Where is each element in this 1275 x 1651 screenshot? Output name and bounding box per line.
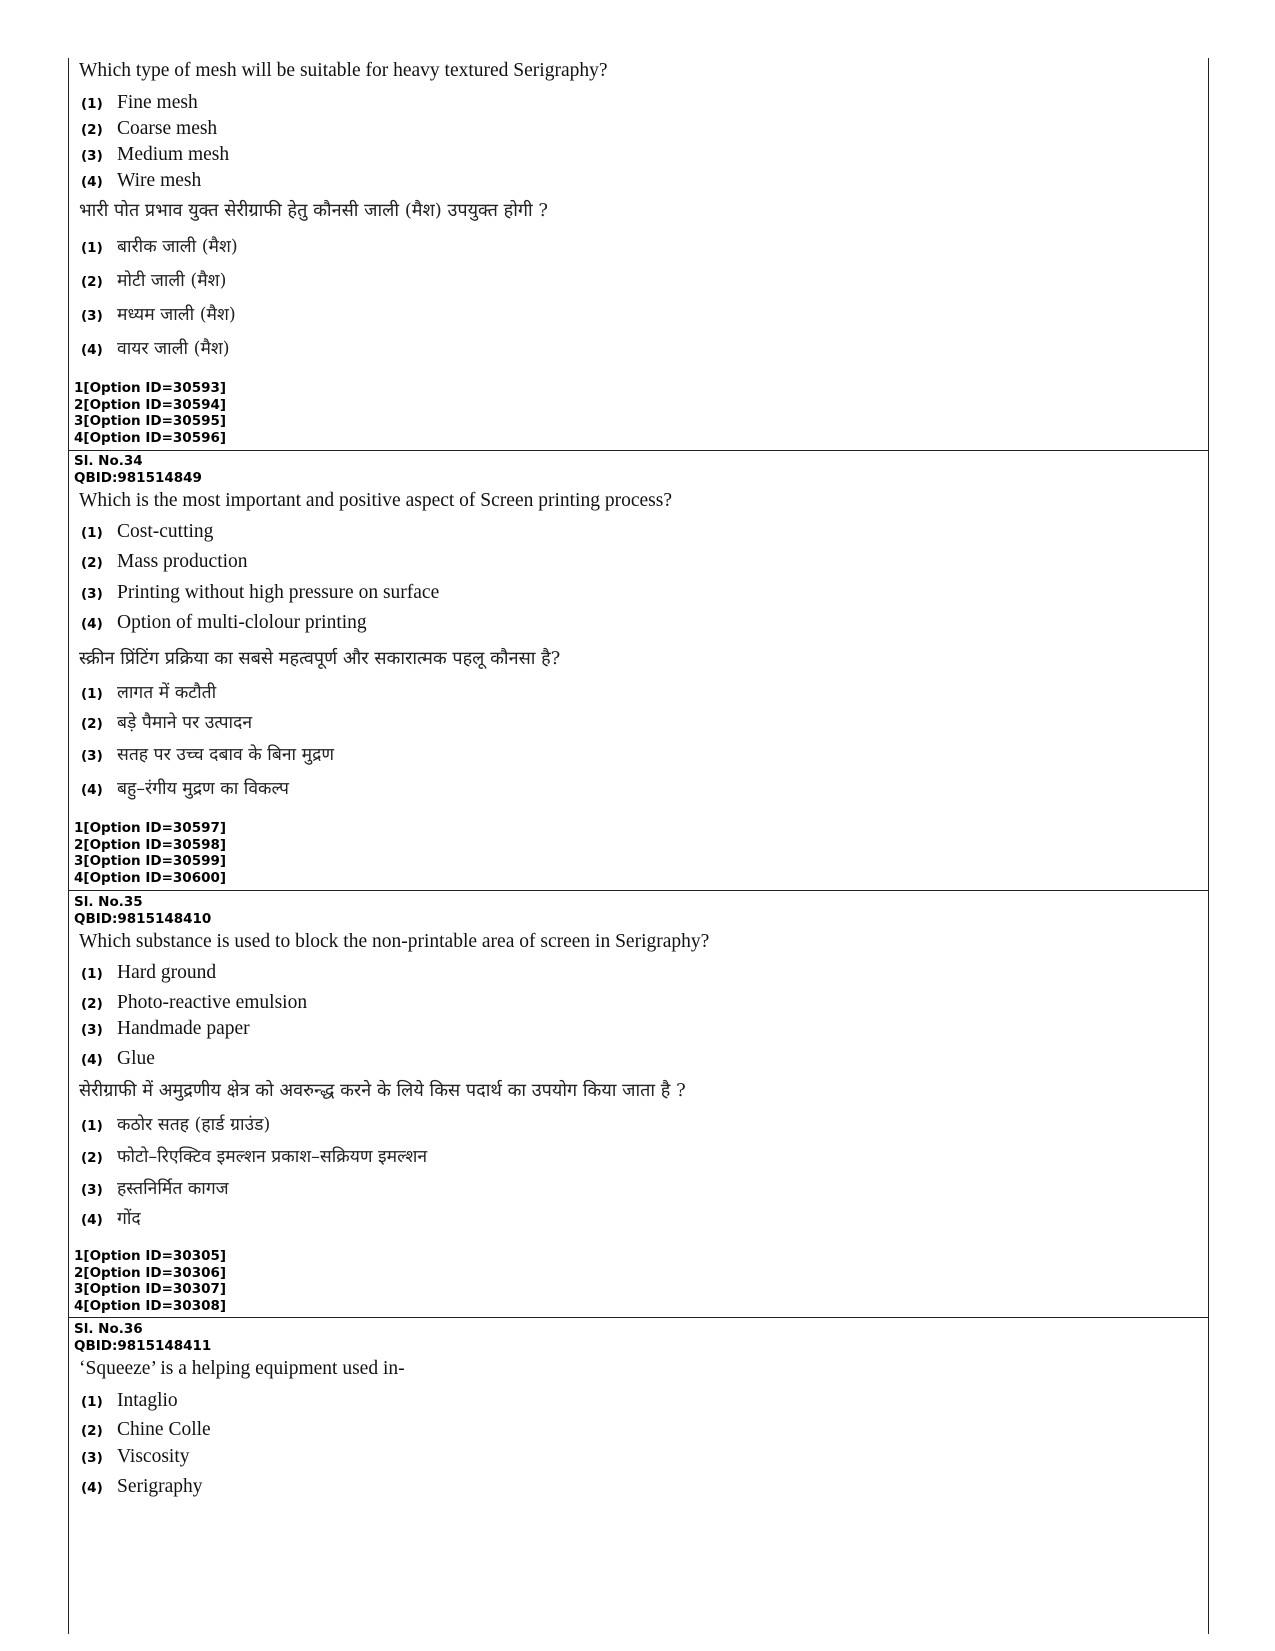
q36-header: [69, 1321, 211, 1355]
option-id: 1[Option ID=30593]: [74, 380, 227, 396]
q34-option-2-hi: (2) बड़े पैमाने पर उत्पादन: [81, 713, 253, 733]
question-35-english: Which substance is used to block the non-printable area of screen in Serigraphy?: [79, 931, 710, 952]
serial-number: Sl. No.34: [74, 453, 143, 469]
qbid: QBID:9815148410: [74, 911, 212, 927]
q35-option-3-hi: (3) हस्तनिर्मित कागज: [81, 1179, 229, 1199]
option-id: 3[Option ID=30307]: [74, 1281, 227, 1297]
q35-option-1-hi: (1) कठोर सतह (हार्ड ग्राउंड): [81, 1115, 271, 1135]
option-id: 2[Option ID=30594]: [74, 396, 227, 413]
q33-option-2-hi: (2) मोटी जाली (मैश): [81, 271, 227, 291]
question-33-english: Which type of mesh will be suitable for heavy textured Serigraphy?: [79, 60, 608, 81]
q35-option-2-en: (2) Photo-reactive emulsion: [81, 992, 308, 1013]
q33-option-ids: [69, 380, 226, 446]
section-divider: [69, 890, 1208, 891]
q36-option-1-en: (1) Intaglio: [81, 1390, 178, 1411]
option-id: 1[Option ID=30305]: [74, 1248, 227, 1264]
q34-option-3-en: (3) Printing without high pressure on surface: [81, 582, 440, 603]
q35-header: [69, 894, 211, 928]
question-34-english: Which is the most important and positive aspect of Screen printing process?: [79, 490, 672, 511]
option-id: 4[Option ID=30600]: [74, 869, 227, 886]
option-id: 3[Option ID=30599]: [74, 853, 227, 869]
serial-number: Sl. No.36: [74, 1321, 143, 1337]
q33-option-4-en: (4) Wire mesh: [81, 170, 202, 191]
option-id: 4[Option ID=30596]: [74, 429, 227, 446]
q35-option-3-en: (3) Handmade paper: [81, 1018, 250, 1039]
q35-option-4-hi: (4) गोंद: [81, 1209, 141, 1229]
q33-option-2-en: (2) Coarse mesh: [81, 118, 218, 139]
option-id: 2[Option ID=30598]: [74, 836, 227, 853]
q35-option-2-hi: (2) फोटो–रिएक्टिव इमल्शन प्रकाश–सक्रियण इमल्शन: [81, 1147, 428, 1167]
q34-option-1-hi: (1) लागत में कटौती: [81, 683, 217, 703]
option-id: 1[Option ID=30597]: [74, 820, 227, 836]
q36-option-4-en: (4) Serigraphy: [81, 1476, 203, 1497]
qbid: QBID:981514849: [74, 470, 202, 486]
q35-option-4-en: (4) Glue: [81, 1048, 155, 1069]
q33-option-1-en: (1) Fine mesh: [81, 92, 198, 113]
q33-option-1-hi: (1) बारीक जाली (मैश): [81, 237, 238, 257]
q33-option-3-hi: (3) मध्यम जाली (मैश): [81, 305, 236, 325]
q34-option-4-en: (4) Option of multi-clolour printing: [81, 612, 367, 633]
q36-option-3-en: (3) Viscosity: [81, 1446, 190, 1467]
q33-option-3-en: (3) Medium mesh: [81, 144, 230, 165]
q34-option-1-en: (1) Cost-cutting: [81, 521, 214, 542]
section-divider: [69, 450, 1208, 451]
question-paper-page: [68, 58, 1209, 1634]
section-divider: [69, 1317, 1208, 1318]
question-34-hindi: स्क्रीन प्रिंटिंग प्रक्रिया का सबसे महत्वपूर्ण और सकारात्मक पहलू कौनसा है?: [79, 648, 561, 669]
question-35-hindi: सेरीग्राफी में अमुद्रणीय क्षेत्र को अवरुन्द्ध करने के लिये किस पदार्थ का उपयोग किया जाता है ?: [79, 1080, 686, 1101]
q34-option-3-hi: (3) सतह पर उच्च दबाव के बिना मुद्रण: [81, 745, 335, 765]
option-id: 4[Option ID=30308]: [74, 1297, 227, 1314]
q33-option-4-hi: (4) वायर जाली (मैश): [81, 339, 230, 359]
q36-option-2-en: (2) Chine Colle: [81, 1419, 211, 1440]
serial-number: Sl. No.35: [74, 894, 143, 910]
question-33-hindi: भारी पोत प्रभाव युक्त सेरीग्राफी हेतु कौनसी जाली (मैश) उपयुक्त होगी ?: [79, 200, 549, 221]
q34-option-ids: [69, 820, 226, 886]
option-id: 2[Option ID=30306]: [74, 1264, 227, 1281]
q34-header: [69, 453, 202, 487]
option-id: 3[Option ID=30595]: [74, 413, 227, 429]
question-36-english: ‘Squeeze’ is a helping equipment used in-: [79, 1358, 405, 1379]
q35-option-ids: [69, 1248, 226, 1314]
q34-option-4-hi: (4) बहु–रंगीय मुद्रण का विकल्प: [81, 779, 289, 799]
qbid: QBID:9815148411: [74, 1338, 212, 1354]
q34-option-2-en: (2) Mass production: [81, 551, 248, 572]
q35-option-1-en: (1) Hard ground: [81, 962, 217, 983]
